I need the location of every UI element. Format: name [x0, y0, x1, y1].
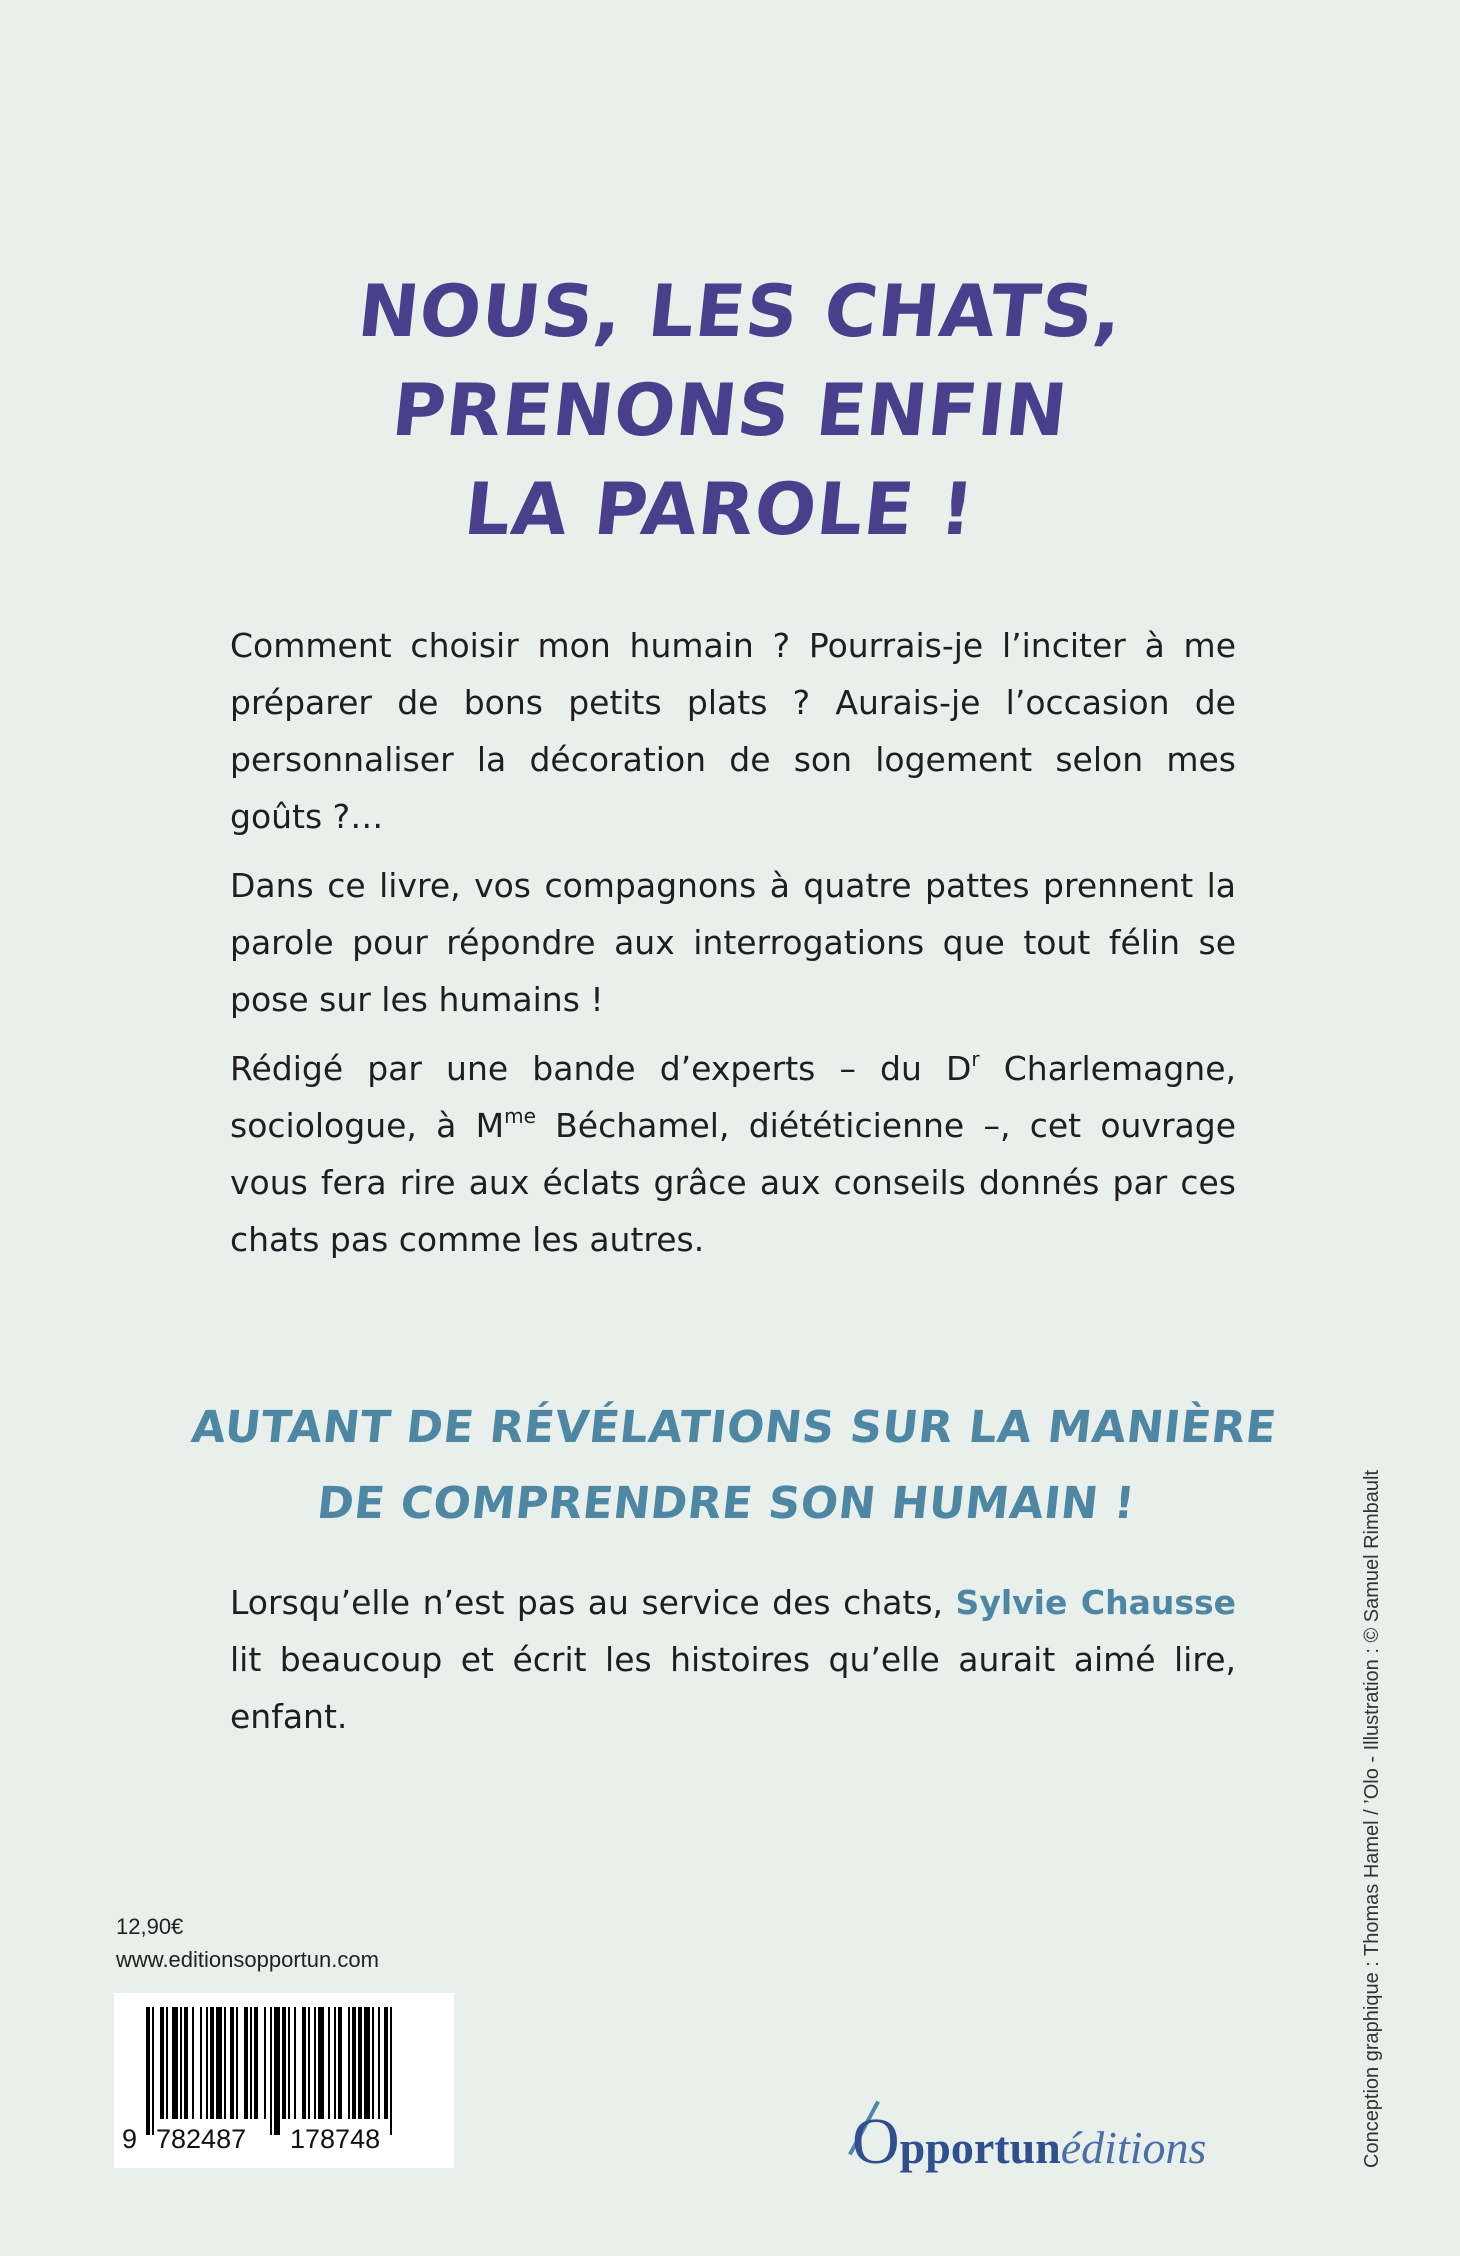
barcode-bar: [348, 2007, 350, 2119]
barcode-bar: [230, 2007, 234, 2119]
subheadline: [0, 1390, 1460, 1542]
design-credit: Conception graphique : Thomas Hamel / ’Olo - Illustration : © Samuel Rimbault: [1361, 1469, 1383, 2168]
barcode-bar: [210, 2007, 214, 2119]
barcode-bar: [334, 2007, 336, 2119]
blurb-p3-part-b: Charlemagne, sociologue, à M: [230, 1049, 1236, 1145]
barcode-bar: [378, 2007, 380, 2119]
barcode-bar: [338, 2007, 342, 2119]
blurb-p3-part-c: Béchamel, diététicienne –, cet ouvrage vous fera rire aux éclats grâce aux conseils donnés par ces chats pas comme les autres.: [230, 1106, 1237, 1259]
blurb-paragraph-2: Dans ce livre, vos compagnons à quatre pattes prennent la parole pour répondre aux interrogations que tout félin se pose sur les humains !: [230, 866, 1236, 1019]
barcode-bar: [294, 2007, 296, 2119]
barcode-digits-right: 178748: [290, 2124, 381, 2154]
barcode-bar: [270, 2007, 272, 2135]
barcode-bar: [166, 2007, 168, 2119]
barcode-bar: [358, 2007, 362, 2119]
barcode-bar: [372, 2007, 374, 2119]
barcode-bar: [384, 2007, 388, 2119]
author-bio-before: Lorsqu’elle n’est pas au service des chats,: [230, 1583, 956, 1622]
author-bio: [230, 1574, 1236, 1745]
barcode-bar: [152, 2007, 154, 2135]
barcode-digits-first: 9: [122, 2124, 138, 2154]
barcode-bar: [302, 2007, 306, 2119]
barcode-bar: [314, 2007, 316, 2119]
price: 12,90€: [116, 1914, 184, 1939]
headline-line-1: NOUS, LES CHATS,: [354, 269, 1127, 353]
barcode-bar: [318, 2007, 324, 2119]
author-bio-after: lit beaucoup et écrit les histoires qu’elle aurait aimé lire, enfant.: [230, 1640, 1236, 1736]
blurb-paragraph-1: Comment choisir mon humain ? Pourrais-je l’inciter à me préparer de bons petits plats ? Aurais-je l’occasion de personnaliser la décoration de son logement selon mes goûts ?…: [230, 626, 1236, 836]
doctor-superscript: r: [971, 1047, 980, 1071]
barcode-bar: [288, 2007, 290, 2119]
publisher-website: www.editionsopportun.com: [116, 1947, 379, 1972]
barcode-bar: [216, 2007, 222, 2119]
logo-word: pportun: [899, 2122, 1061, 2173]
barcode-bar: [224, 2007, 226, 2119]
barcode-bar: [244, 2007, 248, 2119]
barcode-bar: [236, 2007, 238, 2119]
author-name: Sylvie Chausse: [955, 1583, 1236, 1622]
logo-suffix: éditions: [1060, 2122, 1207, 2173]
subheadline-line-1: AUTANT DE RÉVÉLATIONS SUR LA MANIÈRE: [189, 1402, 1279, 1453]
headline: [0, 262, 1460, 559]
blurb-paragraph-3: [230, 1040, 1236, 1268]
barcode-bar: [254, 2007, 258, 2119]
headline-line-3: LA PAROLE !: [460, 467, 979, 551]
barcode-bar: [328, 2007, 330, 2119]
barcode-bar: [160, 2007, 164, 2119]
barcode-bar: [282, 2007, 286, 2119]
barcode-bar: [184, 2007, 188, 2119]
blurb: [230, 617, 1236, 1280]
barcode-bar: [352, 2007, 356, 2119]
barcode-bar: [192, 2007, 194, 2119]
barcode-digits-left: 782487: [156, 2124, 247, 2154]
blurb-p3-part-a: Rédigé par une bande d’experts – du D: [230, 1049, 972, 1088]
barcode: [114, 1993, 454, 2168]
barcode-bar: [390, 2007, 392, 2135]
barcode-bar: [200, 2007, 202, 2119]
barcode-bar: [172, 2007, 178, 2119]
barcode-bar: [250, 2007, 252, 2119]
publisher-logo: [852, 2104, 1206, 2194]
barcode-bar: [264, 2007, 266, 2119]
barcode-bar: [364, 2007, 370, 2119]
subheadline-line-2: DE COMPRENDRE SON HUMAIN !: [314, 1478, 1138, 1529]
logo-cap: O: [852, 2105, 900, 2178]
headline-line-2: PRENONS ENFIN: [388, 368, 1072, 452]
barcode-bar: [308, 2007, 310, 2119]
madame-superscript: me: [504, 1104, 536, 1128]
barcode-bar: [146, 2007, 150, 2135]
barcode-bar: [180, 2007, 182, 2119]
barcode-bar: [274, 2007, 280, 2135]
author-bio-paragraph: [230, 1574, 1236, 1745]
barcode-bar: [206, 2007, 208, 2119]
